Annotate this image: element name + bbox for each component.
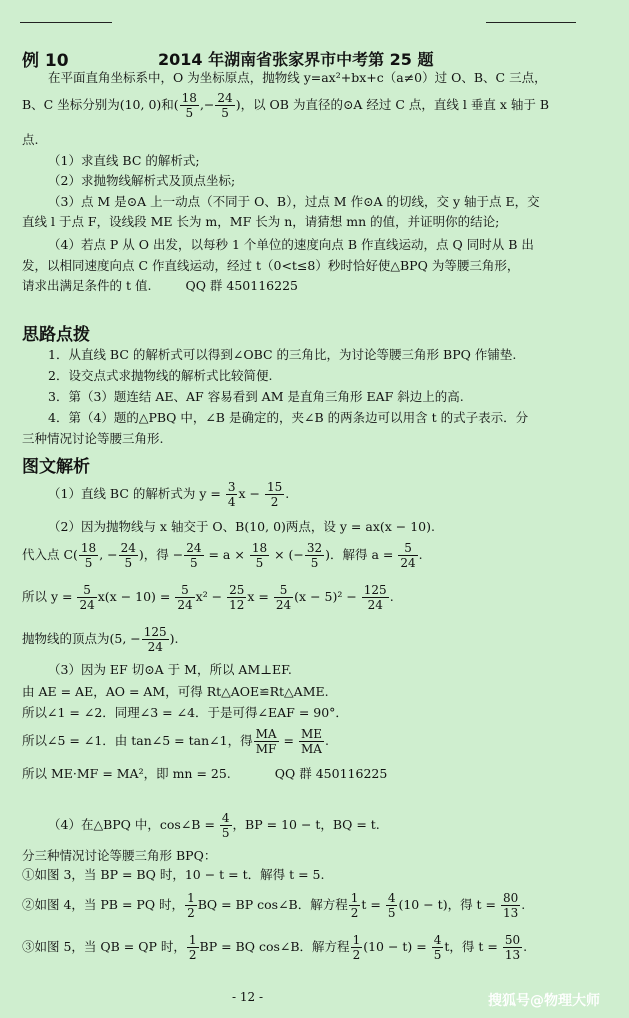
solution-12: 分三种情况讨论等腰三角形 BPQ： bbox=[22, 848, 217, 863]
page-title: 2014 年湖南省张家界市中考第 25 题 bbox=[158, 50, 434, 69]
qq-group-1: QQ 群 450116225 bbox=[185, 278, 298, 293]
solution-6: （3）因为 EF 切⊙A 于 M，所以 AM⊥EF. bbox=[48, 662, 292, 677]
solution-10: 所以 ME·MF = MA²，即 mn = 25. QQ 群 450116225 bbox=[22, 766, 388, 781]
solution-7: 由 AE = AE，AO = AM，可得 Rt△AOE≌Rt△AME. bbox=[22, 684, 329, 699]
solution-2: （2）因为抛物线与 x 轴交于 O、B(10, 0)两点，设 y = ax(x − 10). bbox=[48, 519, 435, 534]
solution-8: 所以∠1 = ∠2．同理∠3 = ∠4．于是可得∠EAF = 90°． bbox=[22, 705, 348, 720]
hint-4-line-2: 三种情况讨论等腰三角形. bbox=[22, 431, 164, 446]
solution-heading: 图文解析 bbox=[22, 457, 90, 477]
page-number: - 12 - bbox=[232, 990, 264, 1004]
hints-heading: 思路点拨 bbox=[22, 325, 90, 345]
solution-11: （4）在△BPQ 中，cos∠B = $\frac{4}{5}$ ，BP = 10 − t，BQ = t. bbox=[48, 811, 380, 840]
solution-4: 所以 y = $\frac{5}{24}$ x(x − 10) = $\frac{5}{24}$ x² − $\frac{25}{12}$ x = $\frac{5}{24}$ (x − 5)² − $\frac{125}{24}$ . bbox=[22, 583, 394, 612]
solution-13: ①如图 3，当 BP = BQ 时，10 − t = t．解得 t = 5. bbox=[22, 867, 325, 882]
solution-5: 抛物线的顶点为(5, − $\frac{125}{24}$ ). bbox=[22, 625, 179, 654]
solution-9: 所以∠5 = ∠1．由 tan∠5 = tan∠1，得 $\frac{MA}{MF}$ = $\frac{ME}{MA}$ . bbox=[22, 727, 329, 756]
solution-14: ②如图 4，当 PB = PQ 时， $\frac{1}{2}$ BQ = BP cos∠B．解方程 $\frac{1}{2}$ t = $\frac{4}{5}$ (10 − t)，得 t = $\frac{80}{13}$ . bbox=[22, 891, 526, 920]
hint-3: 3．第（3）题连结 AE、AF 容易看到 AM 是直角三角形 EAF 斜边上的高. bbox=[48, 389, 464, 404]
question-3-line-2: 直线 l 于点 F，设线段 ME 长为 m，MF 长为 n，请猜想 mn 的值，并证明你的结论; bbox=[22, 214, 500, 229]
watermark: 搜狐号@物理大师 bbox=[488, 993, 600, 1009]
problem-line-3: 点. bbox=[22, 132, 39, 147]
hint-2: 2．设交点式求抛物线的解析式比较简便. bbox=[48, 368, 273, 383]
question-1: （1）求直线 BC 的解析式; bbox=[48, 153, 200, 168]
hint-4-line-1: 4．第（4）题的△PBQ 中，∠B 是确定的，夹∠B 的两条边可以用含 t 的式子表示．分 bbox=[48, 410, 529, 425]
example-label: 例 10 bbox=[22, 51, 69, 71]
question-2: （2）求抛物线解析式及顶点坐标; bbox=[48, 173, 236, 188]
problem-line-1: 在平面直角坐标系中，O 为坐标原点，抛物线 y=ax²+bx+c（a≠0）过 O、B、C 三点， bbox=[48, 70, 547, 85]
top-rule-left bbox=[20, 22, 112, 23]
question-4-line-2: 发，以相同速度向点 C 作直线运动，经过 t（0<t≤8）秒时恰好使△BPQ 为等腰三角形， bbox=[22, 258, 520, 273]
solution-1: （1）直线 BC 的解析式为 y = $\frac{3}{4}$ x − $\frac{15}{2}$ . bbox=[48, 480, 290, 509]
solution-3: 代入点 C( $\frac{18}{5}$ , − $\frac{24}{5}$ )，得 − $\frac{24}{5}$ = a × $\frac{18}{5}$ × (− $\frac{32}{5}$ )．解得 a = $\frac{5}{24}$ . bbox=[22, 541, 423, 570]
question-3-line-1: （3）点 M 是⊙A 上一动点（不同于 O、B），过点 M 作⊙A 的切线，交 y 轴于点 E，交 bbox=[48, 194, 540, 209]
problem-line-2: B、C 坐标分别为(10, 0)和( $\frac{18}{5}$ ,− $\frac{24}{5}$ )，以 OB 为直径的⊙A 经过 C 点，直线 l 垂直 x 轴于 B bbox=[22, 91, 550, 120]
question-4-line-3: 请求出满足条件的 t 值. QQ 群 450116225 bbox=[22, 278, 298, 293]
solution-15: ③如图 5，当 QB = QP 时， $\frac{1}{2}$ BP = BQ cos∠B．解方程 $\frac{1}{2}$ (10 − t) = $\frac{4}{5}$ t，得 t = $\frac{50}{13}$ . bbox=[22, 933, 528, 962]
top-rule-right bbox=[486, 22, 576, 23]
qq-group-2: QQ 群 450116225 bbox=[274, 766, 388, 781]
question-4-line-1: （4）若点 P 从 O 出发，以每秒 1 个单位的速度向点 B 作直线运动，点 Q 同时从 B 出 bbox=[48, 237, 534, 252]
hint-1: 1．从直线 BC 的解析式可以得到∠OBC 的三角比，为讨论等腰三角形 BPQ 作铺垫. bbox=[48, 347, 517, 362]
